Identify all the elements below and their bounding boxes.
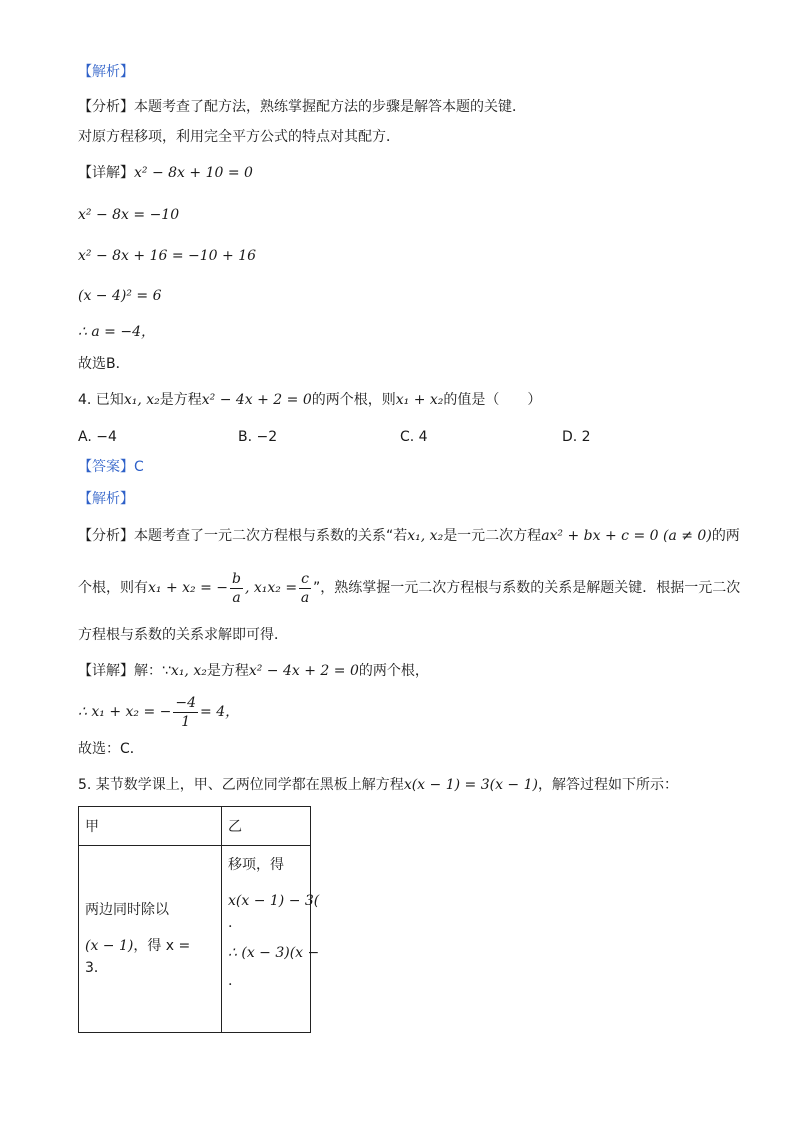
yi-line4: ∴ (x − 3)(x − xyxy=(228,945,320,961)
q3-analysis-text xyxy=(78,97,526,117)
q4-calc-line xyxy=(78,692,239,732)
yi-line3: . xyxy=(228,915,233,931)
frac3-numerator: −4 xyxy=(175,694,197,711)
frac1-numerator: b xyxy=(232,570,241,587)
q4-line2-a: 个根，则有 xyxy=(78,580,148,596)
q4-stem-sum: x₁ + x₂ xyxy=(395,392,444,408)
equation-step-5: ∴ a = −4， xyxy=(78,324,155,340)
q4-stem-vars: x₁, x₂ xyxy=(123,392,160,408)
answer-label: 【答案】C xyxy=(78,459,144,475)
q4-fenxi-line1 xyxy=(78,526,740,546)
fraction-c-over-a xyxy=(299,570,311,607)
option-c: C. 4 xyxy=(400,429,428,445)
fraction-neg4-over-1 xyxy=(173,694,198,731)
q4-detail-a: 解：∵ xyxy=(134,663,171,679)
yi-line2: x(x − 1) − 3( xyxy=(228,893,320,909)
frac3-denominator: 1 xyxy=(181,713,191,730)
option-b: B. −2 xyxy=(238,429,278,445)
frac2-denominator: a xyxy=(300,589,310,606)
q4-detail-vars: x₁, x₂ xyxy=(170,663,207,679)
q4-fenxi-a: 本题考查了一元二次方程根与系数的关系“若 xyxy=(134,528,408,544)
fenxi-line2: 对原方程移项，利用完全平方公式的特点对其配方． xyxy=(78,129,400,145)
q5-stem-equation: x(x − 1) = 3(x − 1) xyxy=(403,777,538,793)
q4-fenxi-line2 xyxy=(78,568,740,608)
equation-step-2: x² − 8x = −10 xyxy=(78,207,180,223)
header-yi: 乙 xyxy=(222,807,311,846)
q4-calc-b: = 4， xyxy=(200,704,240,720)
q5-stem xyxy=(78,775,678,795)
equation-step-4: (x − 4)² = 6 xyxy=(78,288,162,304)
q5-stem-b: ，解答过程如下所示： xyxy=(537,777,678,793)
q4-fenxi-equation: ax² + bx + c = 0 (a ≠ 0) xyxy=(541,528,712,544)
jia-line2-math: (x − 1) xyxy=(85,938,134,954)
q4-fenxi-b: 是一元二次方程 xyxy=(443,528,542,544)
q4-conclusion: 故选：C． xyxy=(78,741,144,757)
yi-content xyxy=(228,854,320,992)
jia-line2-text: ，得 x = 3． xyxy=(85,938,191,976)
q4-detail-tag: 【详解】 xyxy=(78,663,134,679)
q3-detail-line xyxy=(78,163,253,183)
q4-stem-equation: x² − 4x + 2 = 0 xyxy=(201,392,312,408)
q4-fenxi-c: 的两 xyxy=(711,528,740,544)
equation-step-1: x² − 8x + 10 = 0 xyxy=(134,165,253,181)
q4-stem-suffix: 的值是（ ） xyxy=(443,392,542,408)
fenxi-tag: 【分析】 xyxy=(78,99,134,115)
detail-tag: 【详解】 xyxy=(78,165,134,181)
solution-table xyxy=(78,806,320,1033)
q4-fenxi-tag: 【分析】 xyxy=(78,528,134,544)
option-d: D. 2 xyxy=(562,429,591,445)
q4-line2-sum: x₁ + x₂ = − xyxy=(148,580,229,596)
q4-detail-equation: x² − 4x + 2 = 0 xyxy=(248,663,359,679)
q4-detail-line xyxy=(78,661,429,681)
analysis-label: 【解析】 xyxy=(78,64,134,80)
q4-calc-a: ∴ x₁ + x₂ = − xyxy=(78,704,172,720)
q4-line2-b: ”，熟练掌握一元二次方程根与系数的关系是解题关键．根据一元二次 xyxy=(312,580,741,596)
q4-fenxi-line3: 方程根与系数的关系求解即可得． xyxy=(78,627,288,643)
fenxi-text: 本题考查了配方法，熟练掌握配方法的步骤是解答本题的关键． xyxy=(134,99,526,115)
q3-conclusion: 故选B． xyxy=(78,356,130,372)
frac2-numerator: c xyxy=(301,570,309,587)
header-jia: 甲 xyxy=(79,807,222,846)
q4-stem xyxy=(78,390,541,410)
cell-jia xyxy=(79,846,222,1033)
q4-stem-prefix: 4. 已知 xyxy=(78,392,124,408)
q4-fenxi-vars: x₁, x₂ xyxy=(407,528,444,544)
table-header-row xyxy=(79,807,311,846)
table-body-row xyxy=(79,846,311,1033)
frac1-denominator: a xyxy=(232,589,241,606)
q4-stem-mid: 是方程 xyxy=(159,392,202,408)
yi-line1: 移项，得 xyxy=(228,857,284,873)
q5-stem-a: 5. 某节数学课上，甲、乙两位同学都在黑板上解方程 xyxy=(78,777,404,793)
cell-yi xyxy=(222,846,320,1033)
q4-detail-c: 的两个根， xyxy=(358,663,429,679)
q4-detail-b: 是方程 xyxy=(206,663,249,679)
fraction-b-over-a xyxy=(230,570,243,607)
q4-analysis-label: 【解析】 xyxy=(78,491,134,507)
jia-line1: 两边同时除以 xyxy=(85,902,169,918)
option-a: A. −4 xyxy=(78,429,117,445)
jia-line2 xyxy=(85,935,215,979)
equation-step-3: x² − 8x + 16 = −10 + 16 xyxy=(78,248,257,264)
q4-line2-prod: , x₁x₂ = xyxy=(244,580,298,596)
q4-stem-mid2: 的两个根，则 xyxy=(311,392,396,408)
yi-line5: . xyxy=(228,973,233,989)
